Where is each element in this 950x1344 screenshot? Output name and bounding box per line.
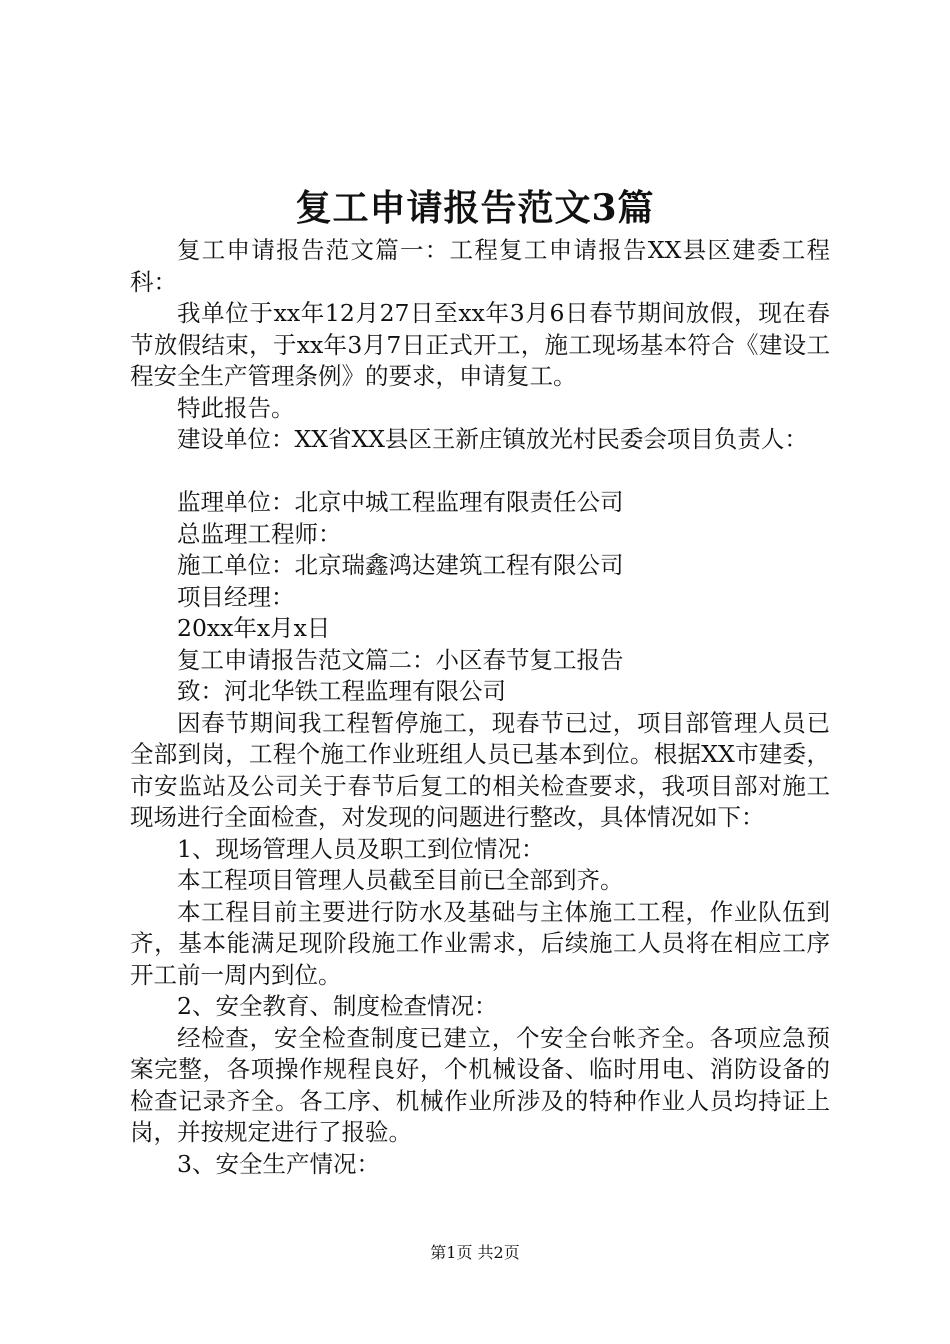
paragraph: 本工程目前主要进行防水及基础与主体施工工程，作业队伍到齐，基本能满足现阶段施工作业需求，后续施工人员将在相应工序开工前一周内到位。 [130, 897, 830, 989]
paragraph: 建设单位：XX省XX县区王新庄镇放光村民委会项目负责人： [177, 425, 808, 453]
paragraph: 3、安全生产情况： [177, 1149, 380, 1178]
paragraph: 因春节期间我工程暂停施工，现春节已过，项目部管理人员已全部到岗，工程个施工作业班组人员已基本到位。根据XX市建委，市安监站及公司关于春节后复工的相关检查要求，我项目部对施工现场进行全面检查，对发现的问题进行整改，具体情况如下： [130, 708, 830, 831]
paragraph: 致：河北华铁工程监理有限公司 [177, 677, 506, 705]
paragraph: 20xx年x月x日 [177, 614, 331, 642]
blank-line [130, 456, 830, 488]
paragraph: 复工申请报告范文篇二：小区春节复工报告 [177, 645, 624, 674]
paragraph: 施工单位：北京瑞鑫鸿达建筑工程有限公司 [177, 551, 624, 579]
paragraph: 经检查，安全检查制度已建立，个安全台帐齐全。各项应急预案完整，各项操作规程良好，个机械设备、临时用电、消防设备的检查记录齐全。各工序、机械作业所涉及的特种作业人员均持证上岗，并按规定进行了报验。 [130, 1023, 830, 1146]
document-body [130, 235, 830, 1180]
paragraph: 特此报告。 [177, 393, 295, 422]
paragraph: 本工程项目管理人员截至目前已全部到齐。 [177, 866, 624, 894]
page-number: 第1页 共2页 [430, 1243, 520, 1262]
paragraph: 项目经理： [177, 582, 295, 611]
paragraph: 我单位于xx年12月27日至xx年3月6日春节期间放假，现在春节放假结束，于xx年3月7日正式开工，施工现场基本符合《建设工程安全生产管理条例》的要求，申请复工。 [130, 299, 830, 390]
paragraph: 复工申请报告范文篇一：工程复工申请报告XX县区建委工程科： [130, 236, 830, 296]
paragraph: 1、现场管理人员及职工到位情况： [177, 834, 545, 863]
paragraph: 监理单位：北京中城工程监理有限责任公司 [177, 488, 624, 516]
document-title: 复工申请报告范文3篇 [295, 187, 655, 229]
paragraph: 总监理工程师： [177, 519, 342, 548]
paragraph: 2、安全教育、制度检查情况： [177, 992, 498, 1020]
